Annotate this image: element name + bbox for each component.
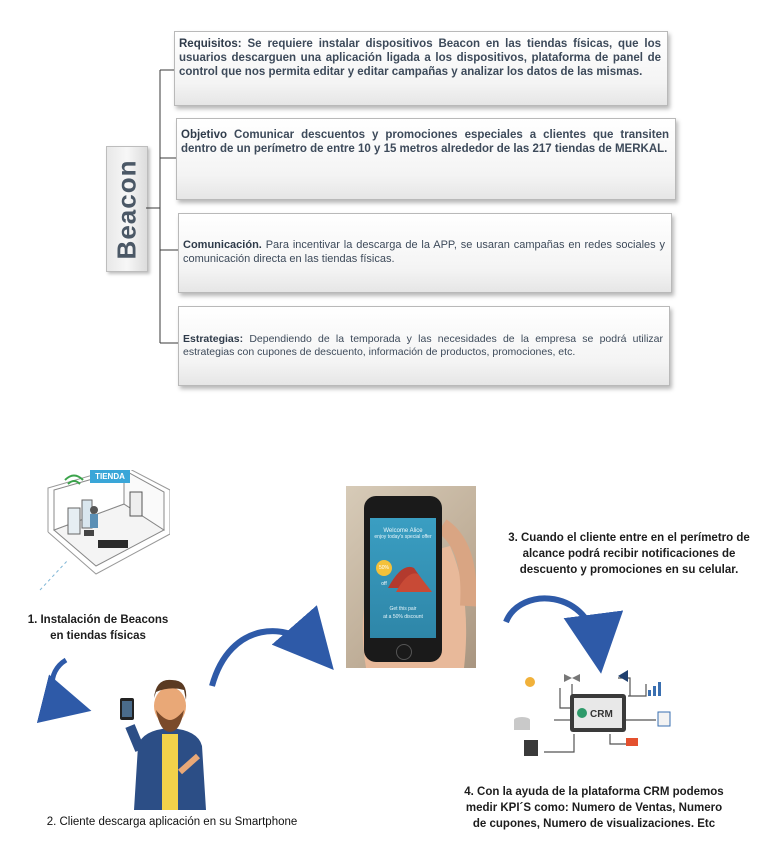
- clipboard-icon: [658, 712, 670, 726]
- arrow-step1-to-step2: [52, 660, 72, 706]
- step3-line: alcance podrá recibir notificaciones de: [522, 548, 736, 560]
- step1-line: 1. Instalación de Beacons: [27, 614, 169, 626]
- beacon-title: Beacon: [111, 159, 142, 259]
- phone-text: Welcome Alice: [383, 528, 423, 534]
- phone-text: at a 50% discount: [383, 614, 423, 620]
- step4-caption: [436, 784, 752, 832]
- step3-caption: [492, 530, 766, 578]
- card-body: Dependiendo de la temporada y las necesidades de la empresa se podrá utilizar estrategias con cupones de descuento, información de productos, promociones, etc.: [183, 333, 663, 358]
- shoe-image: [384, 558, 434, 594]
- card-body: Se requiere instalar dispositivos Beacon en las tiendas físicas, que los usuarios descarguen una aplicación ligada a los dispositivos, plataforma de panel de control que nos permita editar y editar campañas y analizar los datos de las mismas.: [179, 38, 661, 78]
- step1-line: en tiendas físicas: [50, 630, 146, 642]
- step4-line: medir KPI´S como: Numero de Ventas, Numero: [465, 802, 723, 814]
- step4-line: 4. Con la ayuda de la plataforma CRM podemos: [464, 786, 724, 798]
- crm-diagram: [514, 668, 684, 760]
- person-illustration: [120, 676, 220, 810]
- bar-chart-icon: [658, 682, 661, 696]
- discount-badge: 50% off: [376, 560, 392, 576]
- phone-screen: [370, 518, 436, 638]
- chat-icon: [626, 738, 638, 746]
- step3-line: descuento y promociones en su celular.: [519, 564, 739, 576]
- report-icon: [524, 740, 538, 756]
- megaphone-icon: [618, 670, 628, 682]
- bow-icon: [564, 674, 580, 682]
- users-icon: [525, 677, 535, 687]
- phone-body: [364, 496, 442, 662]
- store-sign: TIENDA: [90, 470, 130, 483]
- step3-line: 3. Cuando el cliente entre en el perímetro de: [508, 532, 750, 544]
- card-head: Objetivo: [181, 129, 228, 141]
- arrow-step3-to-step4: [506, 598, 598, 650]
- phone-text: enjoy today's special offer: [374, 534, 432, 540]
- crm-logo-icon: [577, 708, 587, 718]
- card-body: Para incentivar la descarga de la APP, se usaran campañas en redes sociales y comunicación directa en las tiendas físicas.: [183, 239, 665, 265]
- phone-photo: [346, 486, 476, 668]
- crm-label: CRM: [590, 709, 613, 720]
- card-head: Comunicación.: [183, 239, 262, 251]
- arrow-step2-to-step3: [212, 631, 318, 686]
- step4-line: de cupones, Numero de visualizaciones. Etc: [472, 818, 716, 830]
- card-body: Comunicar descuentos y promociones especiales a clientes que transiten dentro de un perímetro de entre 10 y 15 metros alrededor de las 217 tiendas de MERKAL.: [181, 129, 669, 155]
- home-button: [396, 644, 412, 660]
- phone-text: Get this pair: [389, 606, 417, 612]
- card-head: Requisitos:: [179, 38, 242, 50]
- card-head: Estrategias:: [183, 333, 244, 345]
- step2-caption: 2. Cliente descarga aplicación en su Smartphone: [46, 816, 298, 828]
